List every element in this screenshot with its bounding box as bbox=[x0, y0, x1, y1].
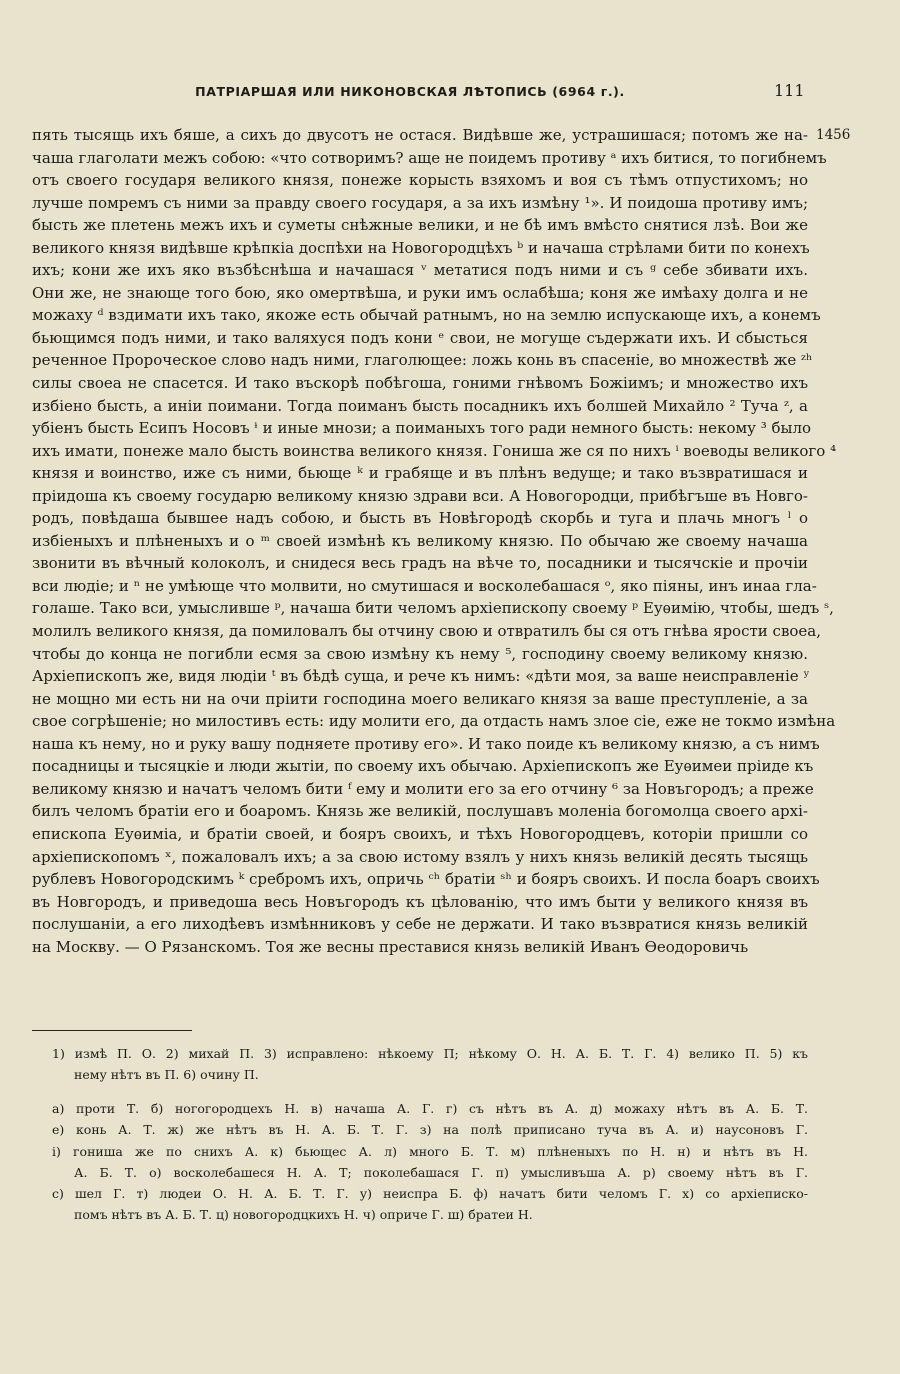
text-line: пріидоша къ своему государю великому князю здрави вси. А Новогородци, прибѣгъше въ Новго- bbox=[32, 486, 808, 505]
running-title: ПАТРІАРШАЯ ИЛИ НИКОНОВСКАЯ ЛѢТОПИСЬ (6964 г.). bbox=[195, 84, 625, 99]
text-line: великого князя видѣвше крѣпкіа доспѣхи на Новогородцѣхъ ᵇ и начаша стрѣлами бити по конехъ bbox=[32, 238, 810, 257]
footnote-line: нему нѣтъ въ П. 6) очину П. bbox=[74, 1067, 259, 1082]
text-line: рублевъ Новогородскимъ ᵏ сребромъ ихъ, опричь ᶜʰ братіи ˢʰ и бояръ своихъ. И посла боаръ своихъ bbox=[32, 870, 820, 889]
text-line: бысть же плетень межъ ихъ и суметы снѣжные велики, и не бѣ имъ вмѣсто снятися лзѣ. Вои же bbox=[32, 216, 808, 235]
text-line: посадницы и тысяцкіе и люди жытіи, по своему ихъ обычаю. Архіепископъ же Еуѳимеи пріиде къ bbox=[32, 757, 814, 776]
text-line: можаху ᵈ вздимати ихъ тако, якоже есть обычай ратнымъ, но на землю испускающе ихъ, а конемъ bbox=[32, 306, 821, 325]
text-line: не мощно ми есть ни на очи пріити господина моего великаго князя за ваше преступленіе, а за bbox=[32, 689, 808, 708]
text-line: ихъ имати, понеже мало бысть воинства великого князя. Гониша же ся по нихъ ⁱ воеводы великого ⁴ bbox=[32, 441, 837, 460]
text-line: Они же, не знающе того бою, яко омертвѣша, и руки имъ ослабѣша; коня же имѣаху долга и не bbox=[32, 283, 808, 302]
text-line: молилъ великого князя, да помиловалъ бы отчину свою и отвратилъ бы ся отъ гнѣва ярости своеа, bbox=[32, 622, 822, 641]
text-line: епископа Еуѳиміа, и братіи своей, и бояръ своихъ, и тѣхъ Новогородцевъ, которіи пришли со bbox=[32, 824, 808, 843]
variant-note-line: А. Б. Т. о) восколебашеся Н. А. Т; поколебашася Г. п) умысливъша А. р) своему нѣтъ въ Г. bbox=[74, 1164, 808, 1180]
text-line: наша къ нему, но и руку вашу подняете противу его». И тако поиде къ великому князю, а съ нимъ bbox=[32, 734, 820, 753]
variant-note-line: помъ нѣтъ въ А. Б. Т. ц) новогородцкихъ Н. ч) оприче Г. ш) братеи Н. bbox=[74, 1207, 533, 1223]
text-line: родъ, повѣдаша бывшее надъ собою, и бысть въ Новѣгородѣ скорбь и туга и плачь многъ ˡ о bbox=[32, 509, 808, 528]
text-line: архіепископомъ ˣ, пожаловалъ ихъ; а за свою истому взялъ у нихъ князь великій десять тысящь bbox=[32, 847, 808, 866]
text-line: убіенъ бысть Есипъ Носовъ ᶤ и иные мнози; а поиманыхъ того ради немного бысть: некому ³ было bbox=[32, 419, 812, 438]
text-line: послушаніи, а его лиходѣевъ измѣнниковъ у себе не держати. И тако възвратися князь великій bbox=[32, 915, 808, 934]
text-line: силы своеа не спасется. И тако въскорѣ побѣгоша, гоними гнѣвомъ Божіимъ; и множество ихъ bbox=[32, 374, 808, 393]
text-line: билъ челомъ братіи его и боаромъ. Князь же великій, послушавъ моленіа богомолца своего архі- bbox=[32, 802, 808, 821]
text-line: лучше помремъ съ ними за правду своего государя, а за ихъ измѣну ¹». И поидоша противу имъ; bbox=[32, 193, 808, 212]
page-header bbox=[0, 81, 900, 108]
footnote-separator bbox=[32, 1030, 192, 1031]
text-line: на Москву. — О Рязанскомъ. Тоя же весны преставися князь великій Иванъ Ѳеодоровичь bbox=[32, 937, 749, 956]
variant-note-line: е) конь А. Т. ж) же нѣтъ въ Н. А. Б. Т. Г. з) на полѣ приписано туча въ А. и) наусоновъ Г. bbox=[52, 1122, 808, 1138]
page-number: 111 bbox=[774, 81, 805, 100]
text-line: ихъ; кони же ихъ яко възбѣснѣша и начашася ᵛ метатися подъ ними и съ ᵍ себе збивати ихъ. bbox=[32, 261, 808, 280]
text-line: реченное Пророческое слово надъ ними, глаголющее: ложь конь въ спасеніе, во множествѣ же ᶻʰ bbox=[32, 351, 813, 370]
numeric-footnotes bbox=[52, 1043, 808, 1085]
text-line: голаше. Тако вси, умысливше ᵖ, начаша бити челомъ архіепископу своему ᵖ Еуѳимію, чтобы, шедъ ˢ, bbox=[32, 599, 834, 618]
text-line: избіеныхъ и плѣненыхъ и о ᵐ своей измѣнѣ къ великому князю. По обычаю же своему начаша bbox=[32, 531, 808, 550]
text-line: Архіепископъ же, видя людіи ᵗ въ бѣдѣ суща, и рече къ нимъ: «дѣти моя, за ваше неисправленіе ʸ bbox=[32, 667, 810, 686]
text-line: великому князю и начатъ челомъ бити ᶠ ему и молити его за его отчину ⁶ за Новъгородъ; а преже bbox=[32, 779, 814, 798]
variant-note-line: і) гониша же по снихъ А. к) бьющес А. л) много Б. Т. м) плѣненыхъ по Н. н) и нѣтъ въ Н. bbox=[52, 1143, 808, 1159]
footnote-line: 1) измѣ П. О. 2) михай П. 3) исправлено: нѣкоему П; нѣкому О. Н. А. Б. Т. Г. 4) велико П. 5) къ bbox=[52, 1046, 808, 1061]
text-line: чаша глаголати межъ собою: «что сотворимъ? аще не поидемъ противу ᵃ ихъ битися, то погибнемъ bbox=[32, 148, 827, 167]
text-line: избіено бысть, а иніи поимани. Тогда поиманъ бысть посадникъ ихъ болшей Михайло ² Туча ᶻ, а bbox=[32, 396, 808, 415]
variant-note-line: а) проти Т. б) ногогородцехъ Н. в) начаша А. Г. г) съ нѣтъ въ А. д) можаху нѣтъ въ А. Б. Т. bbox=[52, 1101, 808, 1116]
text-line: пять тысящь ихъ бяше, а сихъ до двусотъ не остася. Видѣвше же, устрашишася; потомъ же на- bbox=[32, 126, 808, 144]
text-line: звонити въ вѣчный колоколъ, и снидеся весь градъ на вѣче то, посадники и тысячскіе и прочіи bbox=[32, 554, 808, 573]
text-line: свое согрѣшеніе; но милостивъ есть: иду молити его, да отдасть намъ злое сіе, еже не токмо измѣна bbox=[32, 712, 836, 731]
variant-readings-footnotes bbox=[52, 1098, 808, 1226]
text-line: чтобы до конца не погибли есмя за свою измѣну къ нему ⁵, господину своему великому князю. bbox=[32, 644, 808, 663]
text-line: князя и воинство, иже съ ними, бьюще ᵏ и грабяще и въ плѣнъ ведуще; и тако възвратишася и bbox=[32, 464, 808, 483]
margin-year-note: 1456 bbox=[816, 127, 851, 143]
text-line: отъ своего государя великого князя, понеже корысть взяхомъ и воя съ тѣмъ отпустихомъ; но bbox=[32, 171, 808, 190]
text-line: бьющимся подъ ними, и тако валяхуся подъ кони ᵉ свои, не могуще съдержати ихъ. И сбысться bbox=[32, 328, 808, 347]
text-line: вси людіе; и ⁿ не умѣюще что молвити, но смутишася и восколебашася ᵒ, яко піяны, инъ инаа гла- bbox=[32, 576, 817, 595]
variant-note-line: с) шел Г. т) людеи О. Н. А. Б. Т. Г. у) неиспра Б. ф) начатъ бити челомъ Г. х) со архіеписко- bbox=[52, 1186, 808, 1202]
text-line: въ Новгородъ, и приведоша весь Новъгородъ къ цѣлованію, что имъ быти у великого князя въ bbox=[32, 892, 808, 911]
